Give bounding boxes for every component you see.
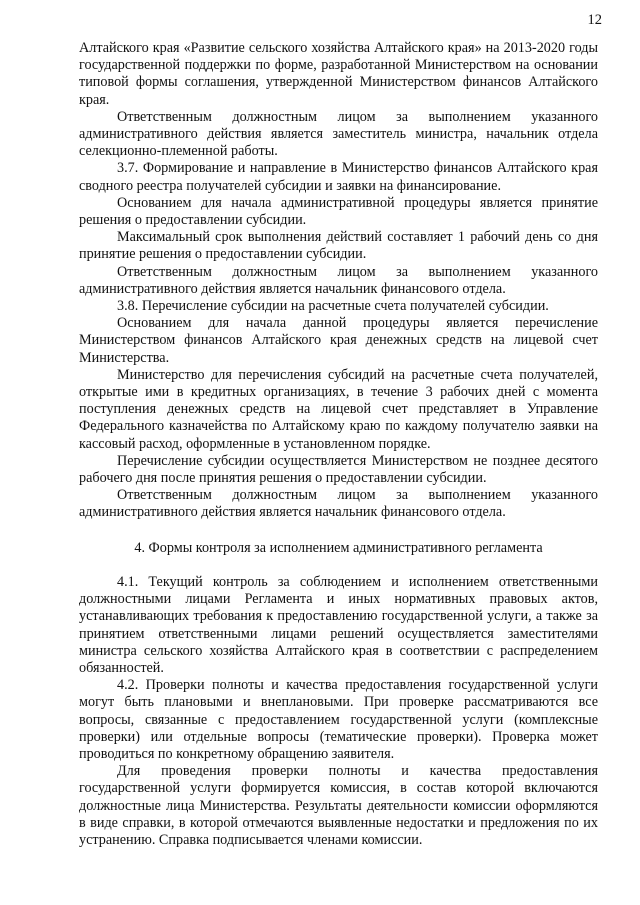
paragraph-responsible-breeding: Ответственным должностным лицом за выполнением указанного административного действия является заместитель министра, начальник отдела селекционно-племенной работы.: [79, 108, 598, 160]
paragraph-basis-transfer: Основанием для начала данной процедуры является перечисление Министерством финансов Алтайского края денежных средств на лицевой счет Министерства.: [79, 315, 598, 366]
paragraph-section-4-1: 4.1. Текущий контроль за соблюдением и исполнением ответственными должностными лицами Регламента и иных нормативных правовых актов, устанавливающих требования к предоставлению государственной услуги, а также за принятием ответственными лицами решений осуществляется заместителями министра сельского хозяйства Алтайского края в соответствии с распределением обязанностей.: [79, 573, 598, 676]
paragraph-ministry-transfer: Министерство для перечисления субсидий на расчетные счета получателей, открытые ими в кредитных организациях, в течение 3 рабочих дней с момента поступления денежных средств на лицевой счет представляет в Управление Федерального казначейства по Алтайскому краю по каждому получателю заявки на кассовый расход, оформленные в установленном порядке.: [79, 366, 598, 452]
paragraph-section-3-8: 3.8. Перечисление субсидии на расчетные счета получателей субсидии.: [117, 298, 549, 315]
paragraph-transfer-deadline: Перечисление субсидии осуществляется Министерством не позднее десятого рабочего дня после принятия решения о предоставлении субсидии.: [79, 452, 598, 487]
section-heading-4: 4. Формы контроля за исполнением административного регламента: [134, 539, 543, 556]
paragraph-responsible-finance-2: Ответственным должностным лицом за выполнением указанного административного действия является начальник финансового отдела.: [79, 487, 598, 521]
paragraph-responsible-finance-1: Ответственным должностным лицом за выполнением указанного административного действия является начальник финансового отдела.: [79, 263, 598, 297]
paragraph-commission: Для проведения проверки полноты и качества предоставления государственной услуги формируется комиссия, в состав которой включаются должностные лица Министерства. Результаты деятельности комиссии оформляются в виде справки, в которой отмечаются выявленные недостатки и предложения по их устранению. Справка подписывается членами комиссии.: [79, 763, 598, 848]
paragraph-section-4-2: 4.2. Проверки полноты и качества предоставления государственной услуги могут быть плановыми и внеплановыми. При проверке рассматриваются все вопросы, связанные с предоставлением государственной услуги (комплексные проверки) или отдельные вопросы (тематические проверки). Проверка может проводиться по конкретному обращению заявителя.: [79, 677, 598, 762]
document-body: [79, 40, 598, 849]
paragraph-basis-procedure: Основанием для начала административной процедуры является принятие решения о предоставлении субсидии.: [79, 194, 598, 229]
paragraph-max-term: Максимальный срок выполнения действий составляет 1 рабочий день со дня принятие решения о предоставлении субсидии.: [79, 229, 598, 263]
page-number: 12: [587, 12, 602, 28]
paragraph-continuation: Алтайского края «Развитие сельского хозяйства Алтайского края» на 2013-2020 годы государственной поддержки по форме, разработанной Министерством на основании типовой формы соглашения, утвержденной Министерством финансов Алтайского края.: [79, 40, 598, 108]
paragraph-section-3-7: 3.7. Формирование и направление в Министерство финансов Алтайского края сводного реестра получателей субсидии и заявки на финансирование.: [79, 160, 598, 194]
